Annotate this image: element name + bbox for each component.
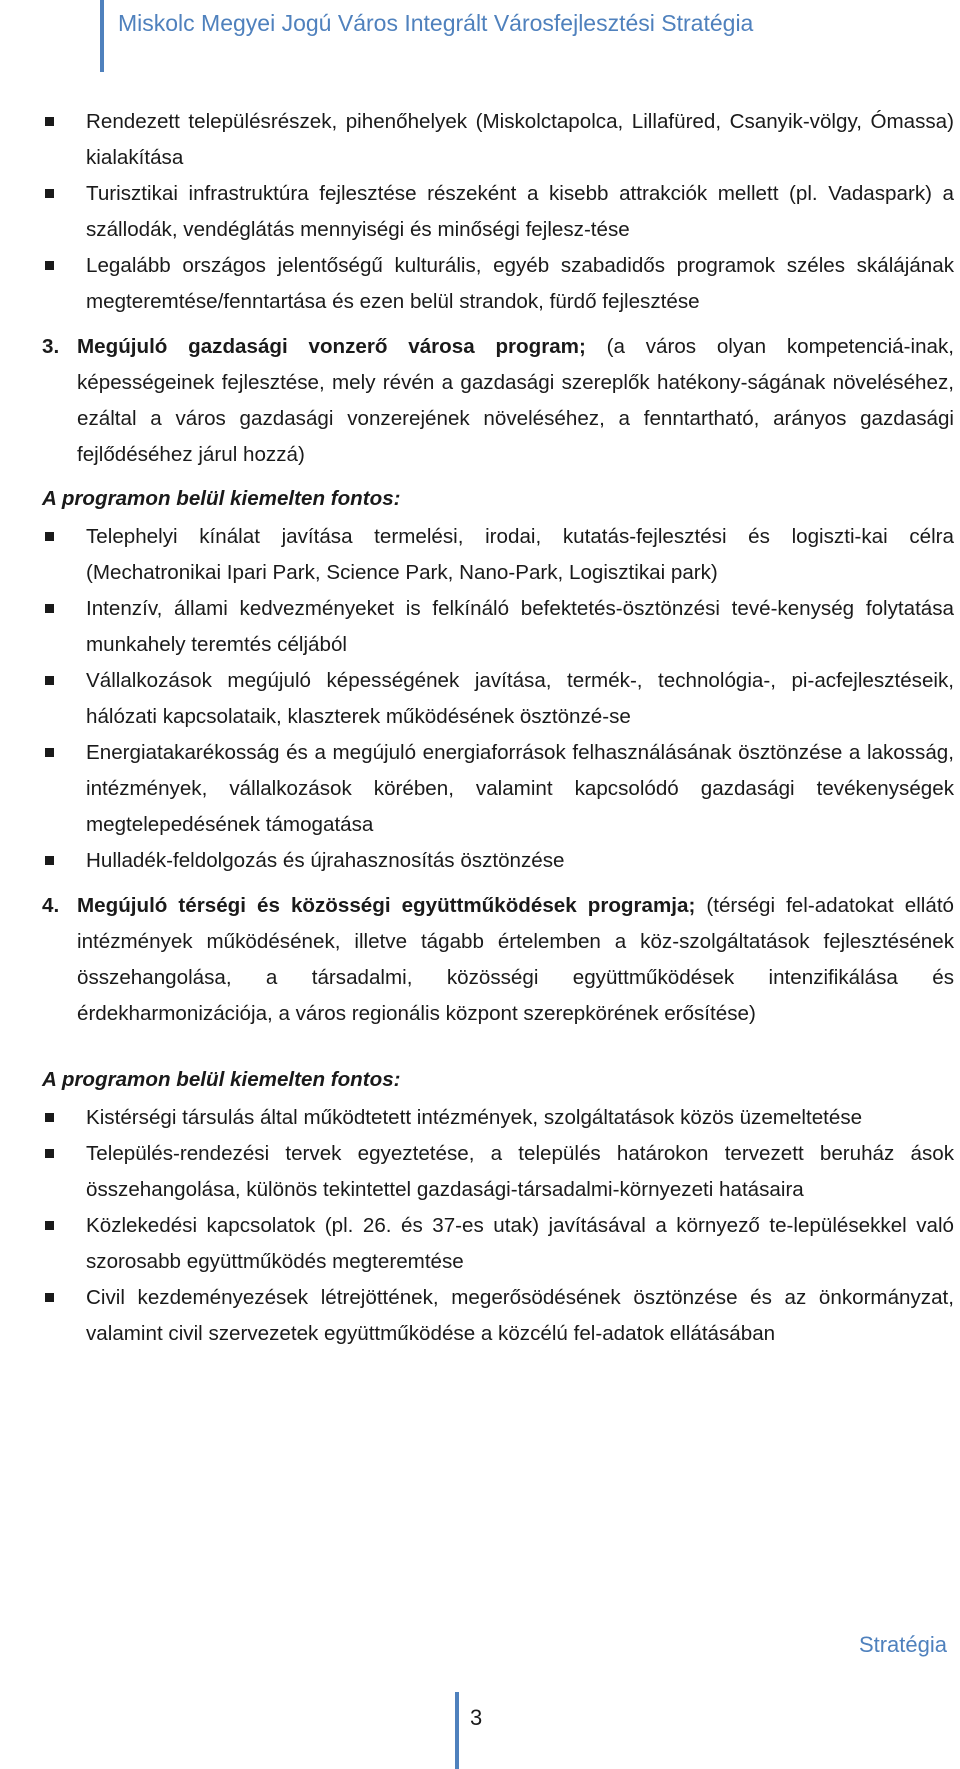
program-number: 4.: [42, 894, 60, 917]
list-item: Telephelyi kínálat javítása termelési, irodai, kutatás-fejlesztési és logiszti-kai célra (Mechatronikai Ipari Park, Science Park, Nano-Park, Logisztikai park): [42, 519, 954, 591]
list-item: Rendezett településrészek, pihenőhelyek (Miskolctapolca, Lillafüred, Csanyik-völgy, Ómassa) kialakítása: [42, 104, 954, 176]
program-title: Megújuló térségi és közösségi együttműködések programja;: [77, 894, 696, 917]
footer-label: Stratégia: [858, 1632, 947, 1657]
program-number: 3.: [42, 335, 60, 358]
list-item: Település-rendezési tervek egyeztetése, a település határokon tervezett beruház ások összehangolása, különös tekintettel gazdasági-társadalmi-környezeti hatásaira: [42, 1136, 954, 1208]
list-item: Hulladék-feldolgozás és újrahasznosítás ösztönzése: [42, 843, 954, 879]
list-item: Turisztikai infrastruktúra fejlesztése részeként a kisebb attrakciók mellett (pl. Vadaspark) a szállodák, vendéglátás mennyiségi és minőségi fejlesz-tése: [42, 176, 954, 248]
document-header-title: Miskolc Megyei Jogú Város Integrált Városfejlesztési Stratégia: [118, 10, 754, 36]
page-number: 3: [470, 1705, 483, 1730]
list-item: Civil kezdeményezések létrejöttének, megerősödésének ösztönzése és az önkormányzat, valamint civil szervezetek együttműködése a közcélú fel-adatok ellátásában: [42, 1280, 954, 1352]
footer-accent-bar: [455, 1692, 459, 1769]
program-subheading: A programon belül kiemelten fontos:: [42, 487, 401, 510]
program-subheading: A programon belül kiemelten fontos:: [42, 1068, 401, 1091]
bullet-list-program-4: [42, 1100, 954, 1352]
list-item: Közlekedési kapcsolatok (pl. 26. és 37-es utak) javításával a környező te-lepülésekkel való szorosabb együttműködés megteremtése: [42, 1208, 954, 1280]
program-4-paragraph: [42, 888, 954, 1032]
program-description: (a város olyan kompetenciá-inak, képességeinek fejlesztése, mely révén a gazdasági szereplők hatékony-ságának növeléséhez, ezáltal a város gazdasági vonzerejének növeléséhez, a fenntartható, arányos gazdasági fejlődéséhez járul hozzá): [77, 335, 954, 466]
list-item: Intenzív, állami kedvezményeket is felkínáló befektetés-ösztönzési tevé-kenység folytatása munkahely teremtés céljából: [42, 591, 954, 663]
program-description: (térségi fel-adatokat ellátó intézmények működésének, illetve tágabb értelemben a köz-szolgáltatások fejlesztésének összehangolása, a társadalmi, közösségi együttműködések intenzifikálása és érdekharmonizációja, a város regionális központ szerepkörének erősítése): [77, 894, 954, 1025]
list-item: Energiatakarékosság és a megújuló energiaforrások felhasználásának ösztönzése a lakosság, intézmények, vállalkozások körében, valamint kapcsolódó gazdasági tevékenységek megtelepedésének támogatása: [42, 735, 954, 843]
list-item: Kistérségi társulás által működtetett intézmények, szolgáltatások közös üzemeltetése: [42, 1100, 954, 1136]
bullet-list-top: [42, 104, 954, 320]
program-title: Megújuló gazdasági vonzerő városa program;: [77, 335, 586, 358]
program-3-paragraph: [42, 329, 954, 473]
list-item: Legalább országos jelentőségű kulturális, egyéb szabadidős programok széles skálájának megteremtése/fenntartása és ezen belül strandok, fürdő fejlesztése: [42, 248, 954, 320]
list-item: Vállalkozások megújuló képességének javítása, termék-, technológia-, pi-acfejlesztéseik, hálózati kapcsolataik, klaszterek működésének ösztönzé-se: [42, 663, 954, 735]
bullet-list-program-3: [42, 519, 954, 879]
header-accent-bar: [100, 0, 104, 72]
page-content: [42, 104, 954, 1352]
